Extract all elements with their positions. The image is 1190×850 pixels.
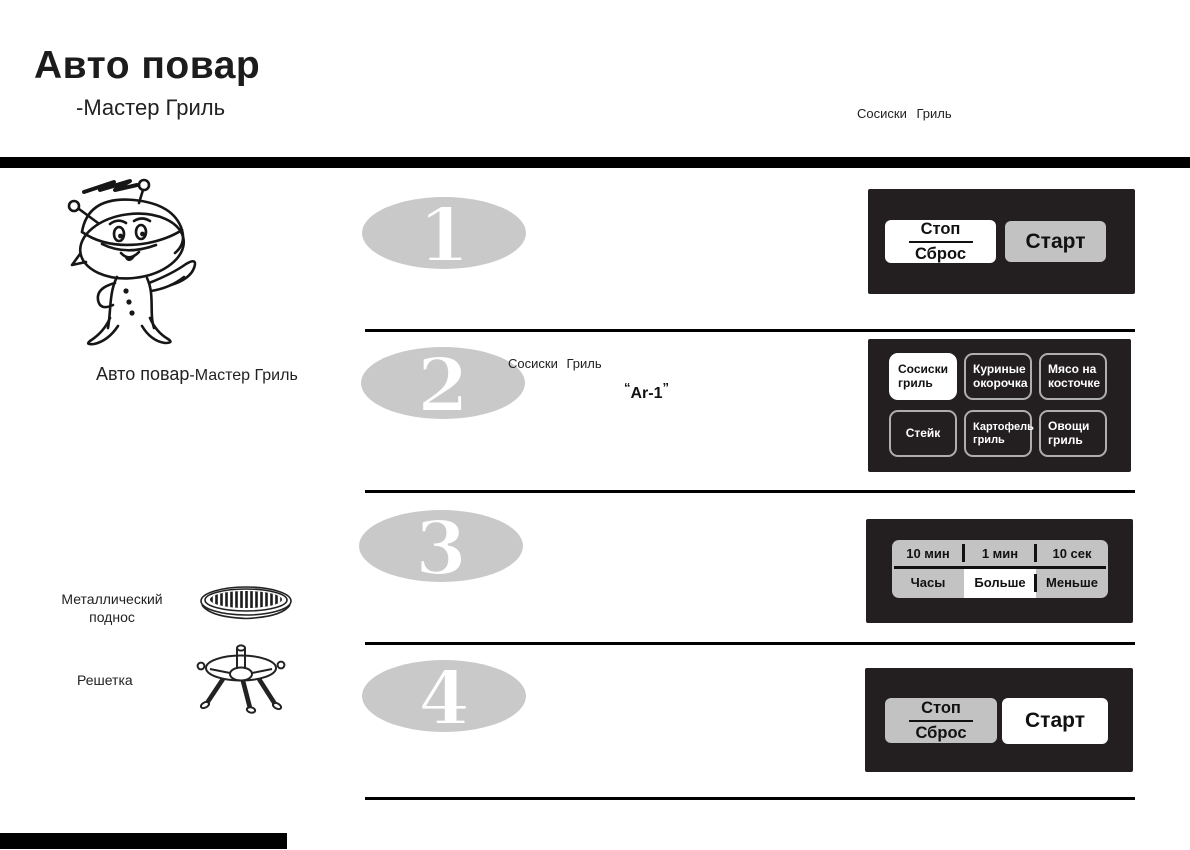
keypad-10min-button[interactable]: 10 мин (906, 546, 950, 561)
preset-button-sausage-grill[interactable]: Сосиски гриль (889, 353, 957, 400)
section-divider (365, 797, 1135, 800)
preset-button-chicken-legs[interactable]: Куриные окорочка (964, 353, 1032, 400)
step-3-badge (359, 505, 523, 592)
keypad-divider (962, 544, 965, 562)
step-2-display-code: “Ar-1” (624, 380, 670, 402)
step-3-number: 3 (415, 505, 467, 592)
step-4-badge (362, 655, 526, 742)
page-title: Авто повар (34, 44, 261, 87)
open-quote: “ (624, 380, 631, 395)
step-4-number: 4 (418, 655, 470, 742)
stop-reset-divider (909, 720, 973, 722)
stop-reset-button[interactable]: Стоп Сброс (885, 220, 996, 263)
keypad-more-button[interactable]: Больше (974, 575, 1026, 590)
keypad-1min-button[interactable]: 1 мин (981, 546, 1019, 561)
preset-button-meat-on-bone[interactable]: Мясо на косточке (1039, 353, 1107, 400)
rack-caption: Решетка (77, 672, 133, 688)
start-button[interactable]: Старт (1002, 698, 1108, 744)
stop-reset-divider (909, 241, 973, 243)
step-2-badge (361, 342, 525, 429)
mascot-caption (96, 364, 298, 385)
step-3-time-panel (866, 519, 1133, 623)
step-1-number: 1 (418, 192, 470, 279)
header-note: Сосиски Гриль (857, 106, 952, 121)
section-divider (365, 642, 1135, 645)
preset-button-potato-grill[interactable]: Картофель гриль (964, 410, 1032, 457)
step-2-note: Сосиски Гриль (508, 356, 602, 371)
mascot-caption-main: Авто повар (96, 364, 190, 384)
page-subtitle: -Мастер Гриль (76, 95, 226, 120)
section-divider (365, 329, 1135, 332)
mascot-caption-sub: -Мастер Гриль (189, 367, 298, 384)
time-keypad (892, 540, 1108, 598)
metal-tray-illustration (198, 583, 294, 625)
chef-robot-mascot-illustration (38, 170, 233, 352)
section-divider (365, 490, 1135, 493)
keypad-divider (1034, 574, 1037, 592)
step-2-number: 2 (417, 342, 469, 429)
step-4-control-panel (865, 668, 1133, 772)
close-quote: ” (662, 380, 670, 395)
keypad-10sec-button[interactable]: 10 сек (1052, 546, 1092, 561)
tray-caption: Металлический поднос (61, 591, 163, 626)
preset-button-vegetables-grill[interactable]: Овощи гриль (1039, 410, 1107, 457)
step-1-badge (362, 192, 526, 279)
stop-reset-button[interactable]: Стоп Сброс (885, 698, 997, 743)
keypad-row-divider (894, 566, 1106, 569)
preset-button-steak[interactable]: Стейк (889, 410, 957, 457)
step-2-preset-panel (868, 339, 1131, 472)
keypad-clock-button[interactable]: Часы (910, 575, 946, 590)
header-rule-bar (0, 157, 1190, 168)
step-1-control-panel (868, 189, 1135, 294)
grill-rack-illustration (190, 638, 292, 716)
keypad-less-button[interactable]: Меньше (1046, 575, 1098, 590)
start-button[interactable]: Старт (1005, 221, 1106, 262)
keypad-divider (1034, 544, 1037, 562)
footer-bar (0, 833, 287, 849)
grill-preset-grid (889, 353, 1107, 457)
